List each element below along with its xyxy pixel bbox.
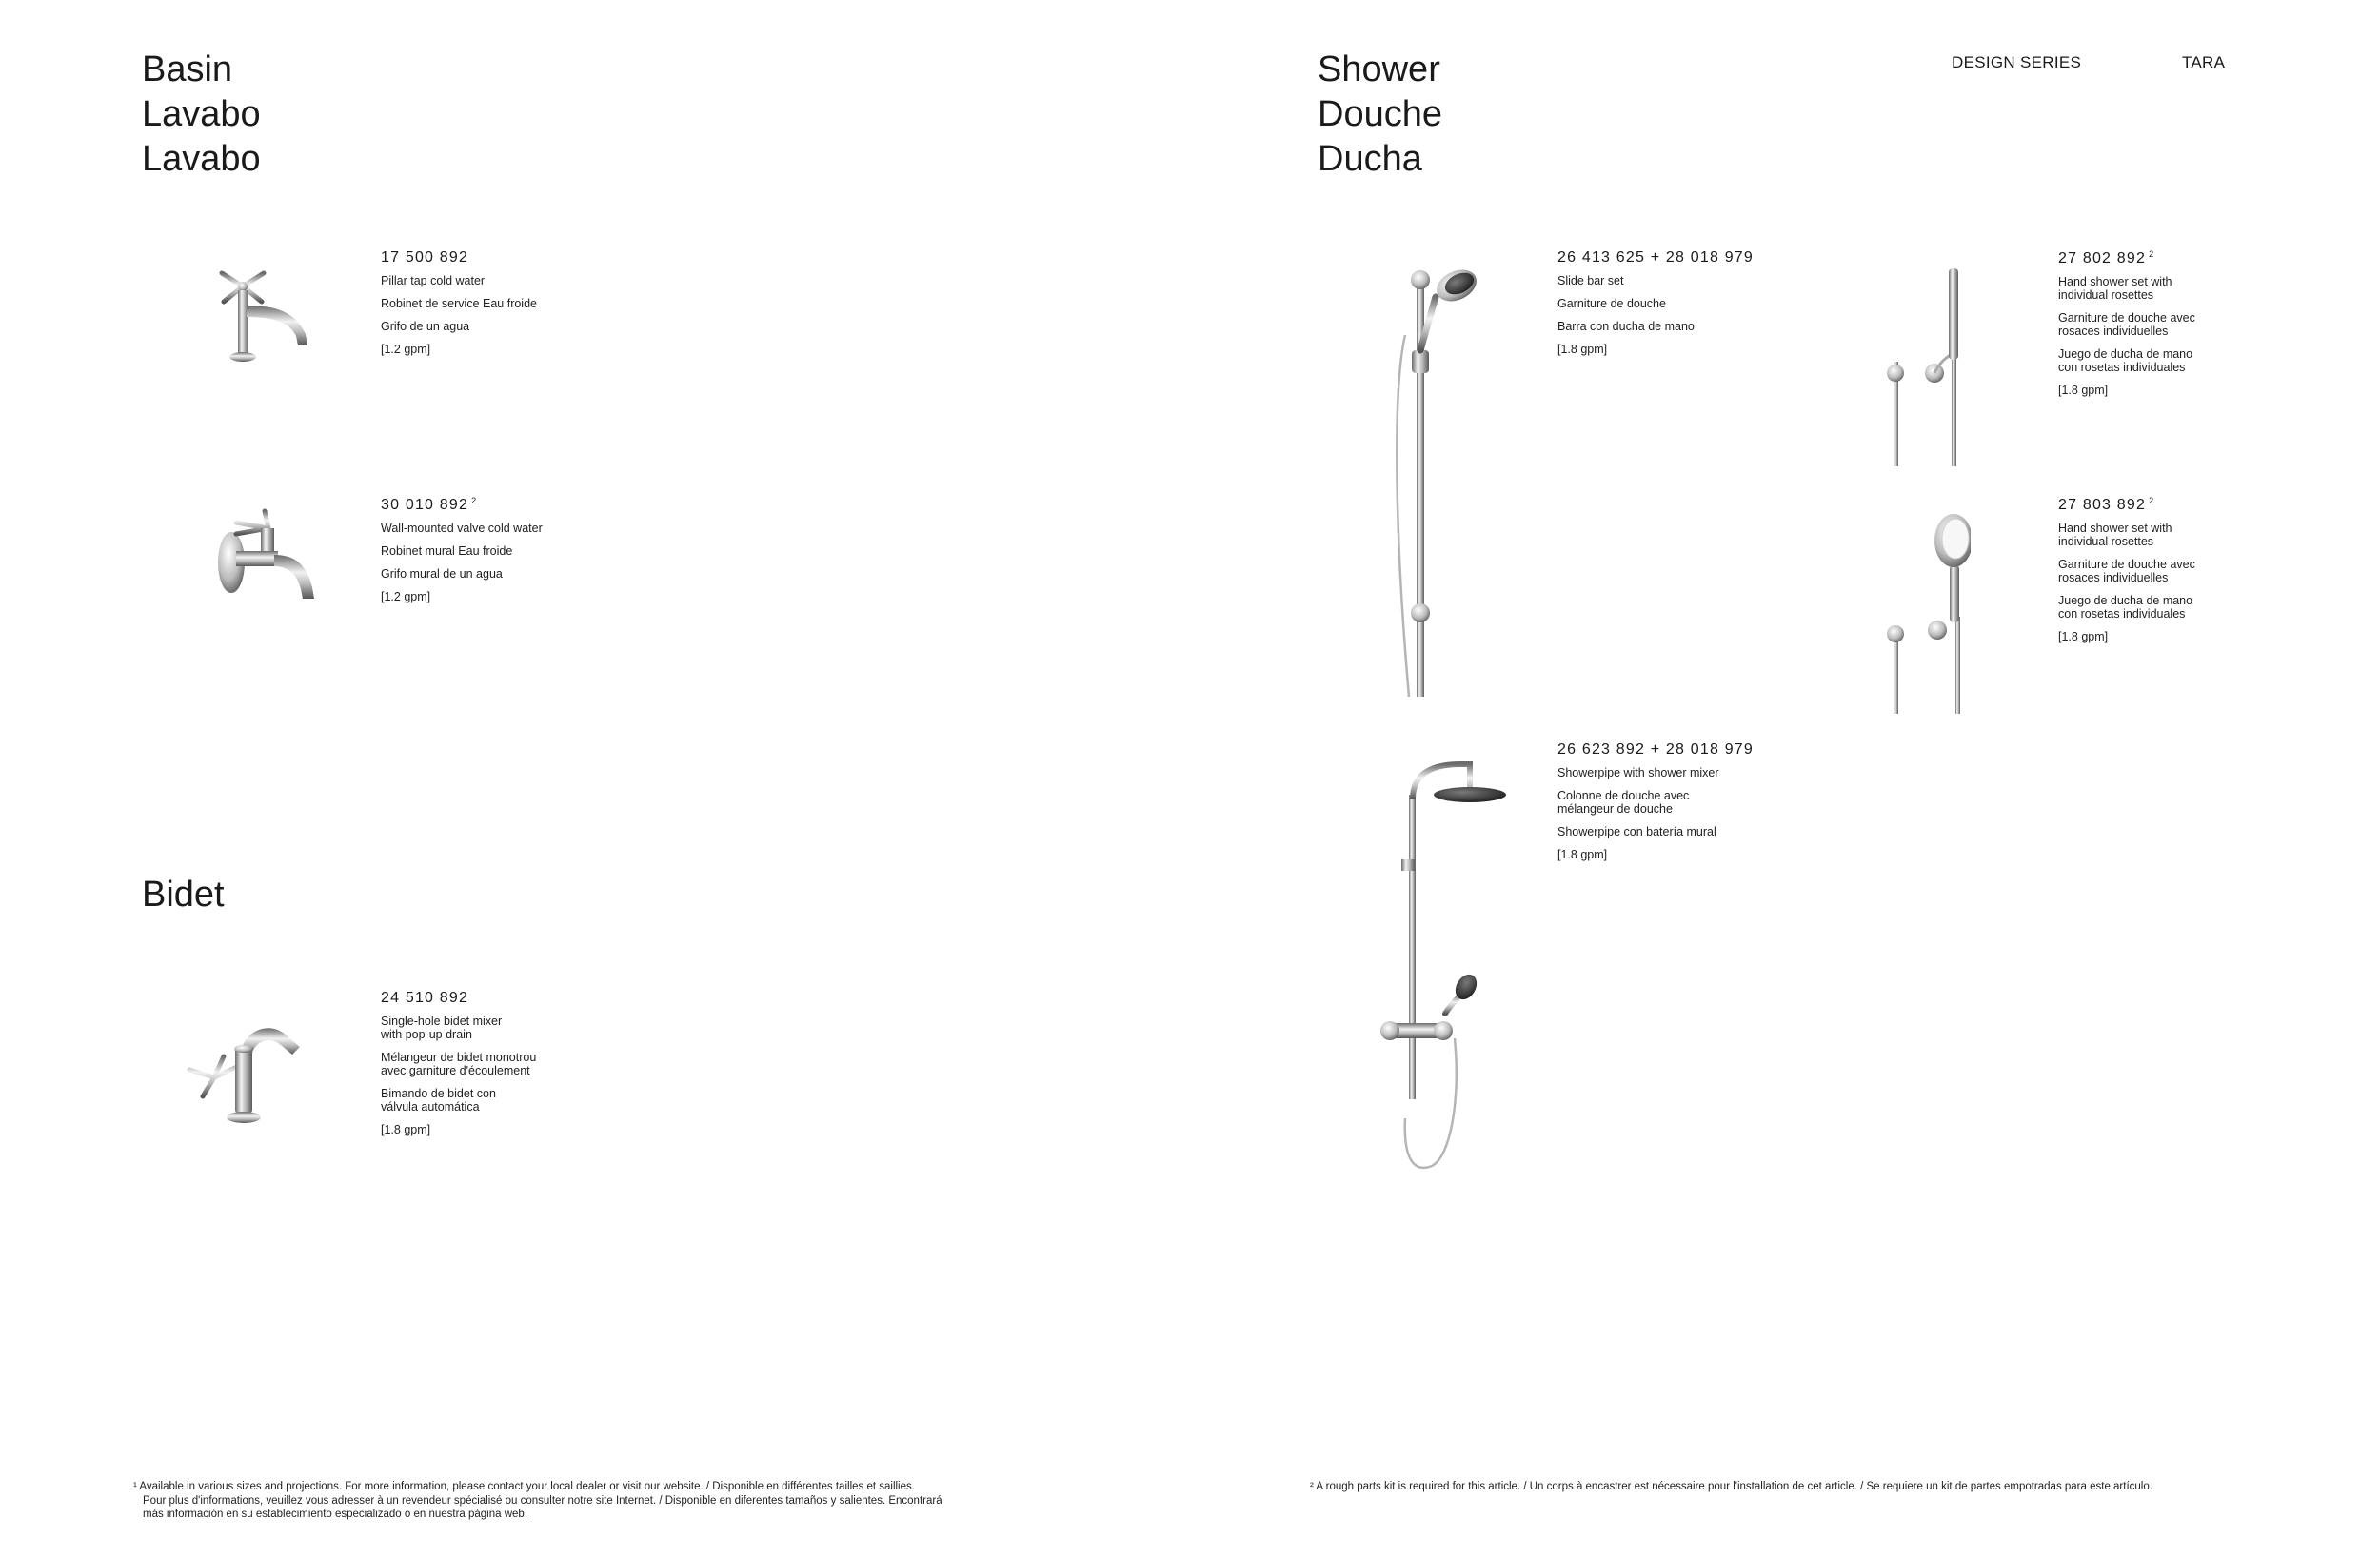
hand-shower-set-image: [1885, 266, 1971, 471]
hand-shower-set-image: [1885, 512, 1971, 717]
description-fr: Robinet de service Eau froide: [381, 297, 537, 310]
heading-line: Ducha: [1318, 139, 1422, 179]
product-code: 26 413 625 + 28 018 979: [1557, 249, 1754, 266]
wall-mounted-valve-image: [208, 502, 322, 623]
product-code: 27 802 892 $^2$: [2058, 249, 2154, 266]
flow-rate: [1.8 gpm]: [381, 1123, 431, 1136]
product-26623892-28018979: [1557, 741, 1754, 871]
heading-line: Lavabo: [142, 94, 261, 134]
footnote-marker: 2: [2149, 496, 2154, 505]
description-fr: Mélangeur de bidet monotrou avec garniture d'écoulement: [381, 1051, 537, 1077]
description-fr: Garniture de douche avec rosaces individuelles: [2058, 311, 2195, 338]
description-es: Grifo de un agua: [381, 320, 470, 333]
description-en: Hand shower set with individual rosettes: [2058, 275, 2172, 302]
product-code: 17 500 892: [381, 249, 469, 266]
description-fr: Garniture de douche: [1557, 297, 1666, 310]
product-27803892: [2058, 496, 2195, 653]
flow-rate: [1.8 gpm]: [2058, 384, 2109, 397]
product-code: 24 510 892: [381, 990, 469, 1006]
description-es: Juego de ducha de mano con rosetas individuales: [2058, 594, 2193, 621]
description-es: Grifo mural de un agua: [381, 567, 503, 581]
description-en: Hand shower set with individual rosettes: [2058, 522, 2172, 548]
section-heading-bidet: [142, 873, 225, 917]
description-en: Showerpipe with shower mixer: [1557, 766, 1719, 779]
footnote-marker: 2: [471, 496, 477, 505]
description-en: Single-hole bidet mixer with pop-up drain: [381, 1015, 503, 1041]
description-en: Pillar tap cold water: [381, 274, 486, 287]
product-code: 30 010 892 $^2$: [381, 496, 477, 513]
flow-rate: [1.8 gpm]: [1557, 343, 1608, 356]
section-heading-shower: [1318, 48, 1442, 182]
showerpipe-image: [1375, 757, 1517, 1185]
section-heading-basin: [142, 48, 261, 182]
product-24510892: [381, 990, 536, 1146]
flow-rate: [1.8 gpm]: [2058, 630, 2109, 643]
product-30010892: [381, 496, 543, 613]
description-es: Showerpipe con batería mural: [1557, 825, 1716, 838]
pillar-tap-image: [214, 262, 328, 371]
description-fr: Colonne de douche avec mélangeur de douche: [1557, 789, 1690, 816]
description-en: Slide bar set: [1557, 274, 1624, 287]
flow-rate: [1.2 gpm]: [381, 343, 431, 356]
bidet-mixer-image: [186, 1009, 309, 1133]
description-fr: Garniture de douche avec rosaces individuelles: [2058, 558, 2195, 584]
description-en: Wall-mounted valve cold water: [381, 522, 543, 535]
product-27802892: [2058, 249, 2195, 406]
product-code: 26 623 892 + 28 018 979: [1557, 741, 1754, 758]
heading-line: Shower: [1318, 49, 1440, 89]
design-series-label: DESIGN SERIES: [1952, 53, 2082, 71]
heading-line: Lavabo: [142, 139, 261, 179]
footnote-2: ² A rough parts kit is required for this article. / Un corps à encastrer est nécessaire pour l'installation de cet article. / Se requiere un kit de partes empotradas para este artículo.: [1310, 1481, 2152, 1492]
footnote-marker: 2: [2149, 249, 2154, 259]
flow-rate: [1.8 gpm]: [1557, 848, 1608, 861]
description-es: Barra con ducha de mano: [1557, 320, 1695, 333]
flow-rate: [1.2 gpm]: [381, 590, 431, 603]
series-name-label: TARA: [2182, 53, 2226, 71]
product-code: 27 803 892 $^2$: [2058, 496, 2154, 513]
description-es: Bimando de bidet con válvula automática: [381, 1087, 496, 1114]
product-17500892: [381, 249, 537, 365]
heading-line: Basin: [142, 49, 233, 89]
description-es: Juego de ducha de mano con rosetas individuales: [2058, 347, 2193, 374]
heading-line: Douche: [1318, 94, 1442, 134]
product-26413625-28018979: [1557, 249, 1754, 365]
heading-line: Bidet: [142, 875, 225, 915]
description-fr: Robinet mural Eau froide: [381, 544, 513, 558]
slide-bar-set-image: [1388, 259, 1493, 716]
footnote-1: ¹ Available in various sizes and projections. For more information, please contact your local dealer or visit our website. / Disponible en différentes tailles et saillies. Pour plus d'informations, veuillez vous adresser à un revendeur spécialisé ou consulter notre site Internet. / Disponible en diferentes tamaños y salientes. Encontrará más información en su establecimiento especializado o en nuestra página web.: [133, 1481, 942, 1520]
